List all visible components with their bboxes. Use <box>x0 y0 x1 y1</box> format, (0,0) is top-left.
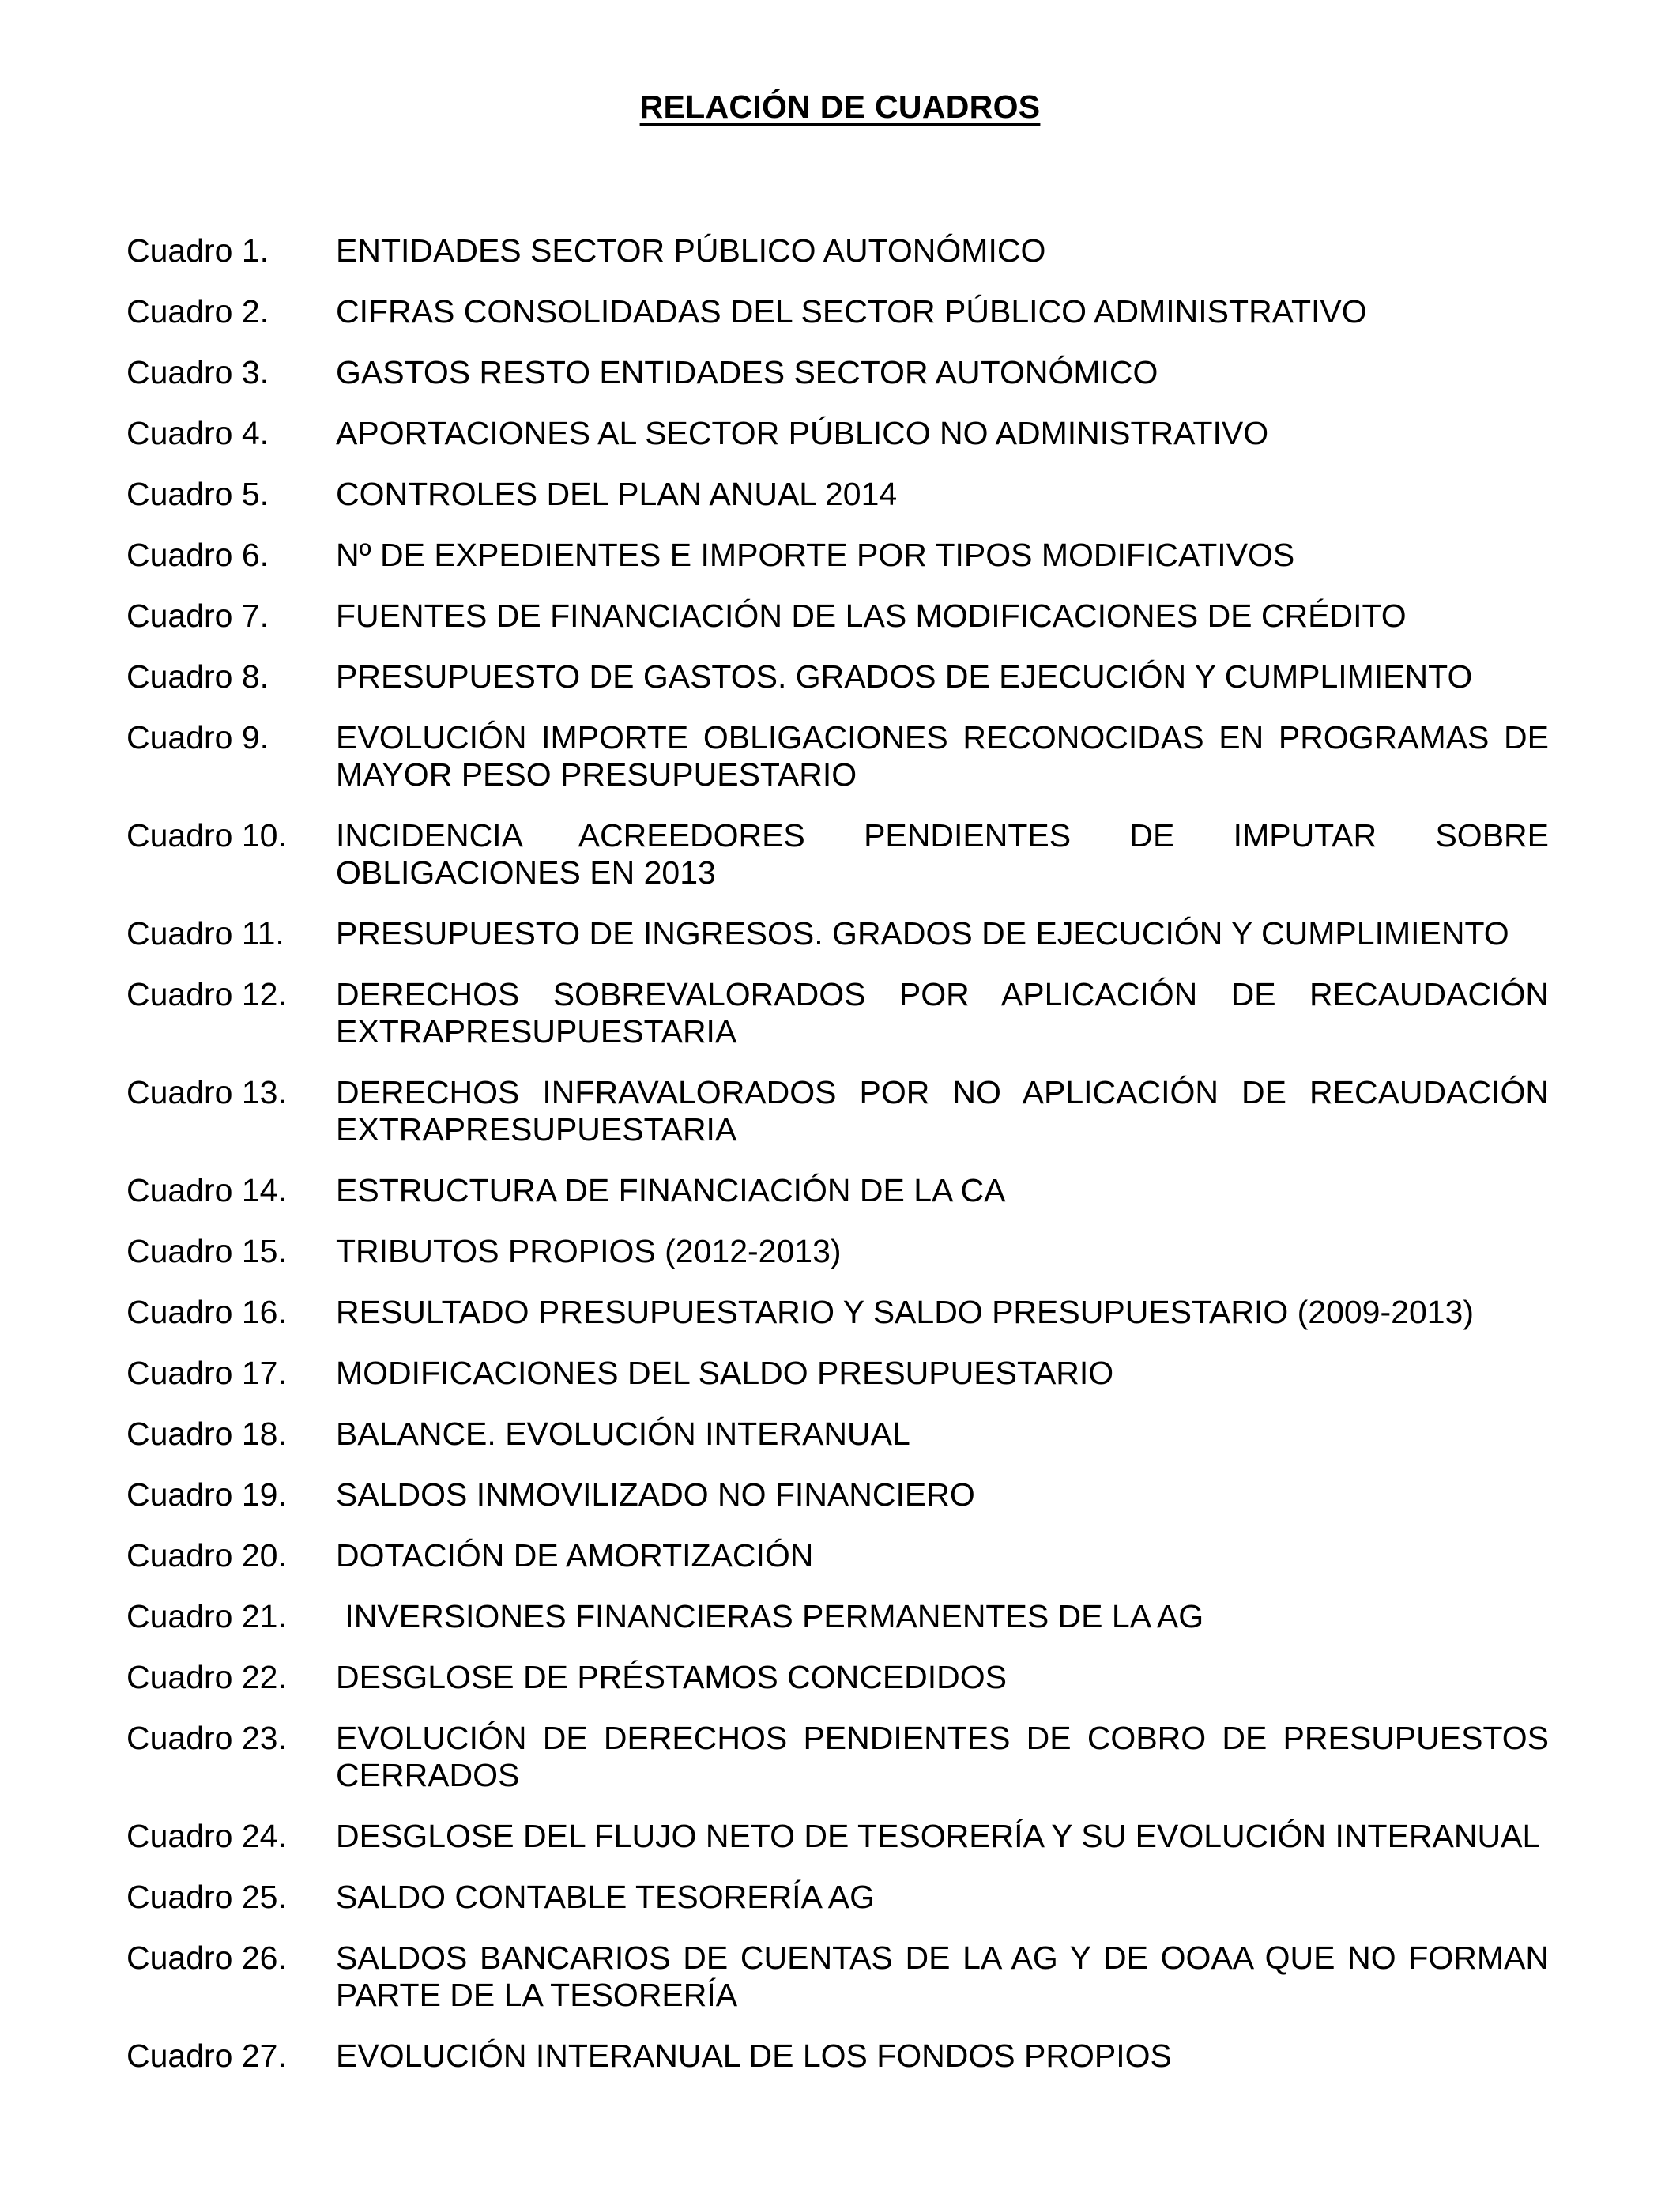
cuadro-title: EVOLUCIÓN IMPORTE OBLIGACIONES RECONOCIDAS EN PROGRAMAS DE MAYOR PESO PRESUPUESTARIO <box>336 719 1549 793</box>
cuadro-title: PRESUPUESTO DE GASTOS. GRADOS DE EJECUCIÓN Y CUMPLIMIENTO <box>336 658 1473 695</box>
cuadro-title: APORTACIONES AL SECTOR PÚBLICO NO ADMINISTRATIVO <box>336 415 1269 451</box>
cuadro-title: MODIFICACIONES DEL SALDO PRESUPUESTARIO <box>336 1355 1114 1391</box>
list-item <box>126 658 1549 696</box>
cuadro-title: FUENTES DE FINANCIACIÓN DE LAS MODIFICACIONES DE CRÉDITO <box>336 598 1407 634</box>
cuadro-title: CONTROLES DEL PLAN ANUAL 2014 <box>336 476 898 512</box>
cuadro-label: Cuadro 6. <box>126 537 269 573</box>
list-item <box>126 2038 1549 2075</box>
cuadro-title: ESTRUCTURA DE FINANCIACIÓN DE LA CA <box>336 1172 1006 1208</box>
cuadro-label: Cuadro 27. <box>126 2038 287 2074</box>
list-item <box>126 1476 1549 1514</box>
list-item <box>126 415 1549 452</box>
cuadro-label: Cuadro 23. <box>126 1720 287 1756</box>
list-item <box>126 1818 1549 1855</box>
list-item <box>126 1294 1549 1331</box>
cuadro-label: Cuadro 8. <box>126 658 269 695</box>
cuadro-label: Cuadro 11. <box>126 915 284 952</box>
cuadro-title: DOTACIÓN DE AMORTIZACIÓN <box>336 1537 814 1574</box>
cuadro-label: Cuadro 17. <box>126 1355 287 1391</box>
cuadro-label: Cuadro 7. <box>126 598 269 634</box>
cuadro-title: BALANCE. EVOLUCIÓN INTERANUAL <box>336 1416 910 1452</box>
cuadro-label: Cuadro 21. <box>126 1598 287 1634</box>
cuadro-title: RESULTADO PRESUPUESTARIO Y SALDO PRESUPUESTARIO (2009-2013) <box>336 1294 1475 1330</box>
list-item <box>126 1879 1549 1916</box>
cuadro-label: Cuadro 16. <box>126 1294 287 1330</box>
cuadro-title: DESGLOSE DE PRÉSTAMOS CONCEDIDOS <box>336 1659 1008 1695</box>
cuadro-title: EVOLUCIÓN DE DERECHOS PENDIENTES DE COBRO DE PRESUPUESTOS CERRADOS <box>336 1720 1549 1793</box>
cuadro-label: Cuadro 4. <box>126 415 269 451</box>
cuadro-title: DERECHOS SOBREVALORADOS POR APLICACIÓN DE RECAUDACIÓN EXTRAPRESUPUESTARIA <box>336 976 1549 1050</box>
cuadro-label: Cuadro 9. <box>126 719 269 756</box>
cuadro-label: Cuadro 18. <box>126 1416 287 1452</box>
cuadro-label: Cuadro 20. <box>126 1537 287 1574</box>
cuadro-label: Cuadro 26. <box>126 1940 287 1976</box>
list-item <box>126 1074 1549 1148</box>
cuadro-label: Cuadro 10. <box>126 817 287 854</box>
list-item <box>126 232 1549 270</box>
list-item <box>126 976 1549 1050</box>
list-item <box>126 537 1549 574</box>
list-item <box>126 1172 1549 1209</box>
list-item <box>126 1416 1549 1453</box>
cuadro-label: Cuadro 5. <box>126 476 269 512</box>
list-item <box>126 1659 1549 1696</box>
cuadro-title: Nº DE EXPEDIENTES E IMPORTE POR TIPOS MODIFICATIVOS <box>336 537 1295 573</box>
list-item <box>126 915 1549 952</box>
list-item <box>126 598 1549 635</box>
cuadro-title: PRESUPUESTO DE INGRESOS. GRADOS DE EJECUCIÓN Y CUMPLIMIENTO <box>336 915 1509 952</box>
cuadro-label: Cuadro 19. <box>126 1476 287 1513</box>
cuadro-title: SALDOS BANCARIOS DE CUENTAS DE LA AG Y DE OOAA QUE NO FORMAN PARTE DE LA TESORERÍA <box>336 1940 1549 2013</box>
cuadro-title: DESGLOSE DEL FLUJO NETO DE TESORERÍA Y SU EVOLUCIÓN INTERANUAL <box>336 1818 1541 1854</box>
cuadro-title: INCIDENCIA ACREEDORES PENDIENTES DE IMPUTAR SOBRE OBLIGACIONES EN 2013 <box>336 817 1549 891</box>
cuadro-title: EVOLUCIÓN INTERANUAL DE LOS FONDOS PROPIOS <box>336 2038 1172 2074</box>
list-item <box>126 1598 1549 1635</box>
list-item <box>126 354 1549 391</box>
cuadro-label: Cuadro 13. <box>126 1074 287 1110</box>
cuadro-label: Cuadro 3. <box>126 354 269 390</box>
cuadro-title: SALDO CONTABLE TESORERÍA AG <box>336 1879 876 1915</box>
cuadro-label: Cuadro 22. <box>126 1659 287 1695</box>
cuadro-label: Cuadro 12. <box>126 976 287 1012</box>
cuadro-title: SALDOS INMOVILIZADO NO FINANCIERO <box>336 1476 975 1513</box>
cuadro-title: INVERSIONES FINANCIERAS PERMANENTES DE LA AG <box>336 1598 1204 1634</box>
cuadro-label: Cuadro 1. <box>126 232 269 269</box>
cuadro-title: ENTIDADES SECTOR PÚBLICO AUTONÓMICO <box>336 232 1046 269</box>
cuadro-label: Cuadro 15. <box>126 1233 287 1269</box>
cuadro-label: Cuadro 14. <box>126 1172 287 1208</box>
list-item <box>126 1940 1549 2014</box>
list-item <box>126 1537 1549 1574</box>
cuadro-title: GASTOS RESTO ENTIDADES SECTOR AUTONÓMICO <box>336 354 1158 390</box>
list-item <box>126 476 1549 513</box>
page-title: RELACIÓN DE CUADROS <box>639 89 1041 125</box>
list-item <box>126 719 1549 794</box>
cuadro-label: Cuadro 2. <box>126 293 269 330</box>
list-item <box>126 1233 1549 1270</box>
table-list <box>126 232 1549 2098</box>
list-item <box>126 1355 1549 1392</box>
cuadro-label: Cuadro 25. <box>126 1879 287 1915</box>
list-item <box>126 293 1549 330</box>
list-item <box>126 817 1549 892</box>
cuadro-title: TRIBUTOS PROPIOS (2012-2013) <box>336 1233 842 1269</box>
list-item <box>126 1720 1549 1794</box>
cuadro-title: DERECHOS INFRAVALORADOS POR NO APLICACIÓN DE RECAUDACIÓN EXTRAPRESUPUESTARIA <box>336 1074 1549 1148</box>
cuadro-title: CIFRAS CONSOLIDADAS DEL SECTOR PÚBLICO ADMINISTRATIVO <box>336 293 1367 330</box>
cuadro-label: Cuadro 24. <box>126 1818 287 1854</box>
